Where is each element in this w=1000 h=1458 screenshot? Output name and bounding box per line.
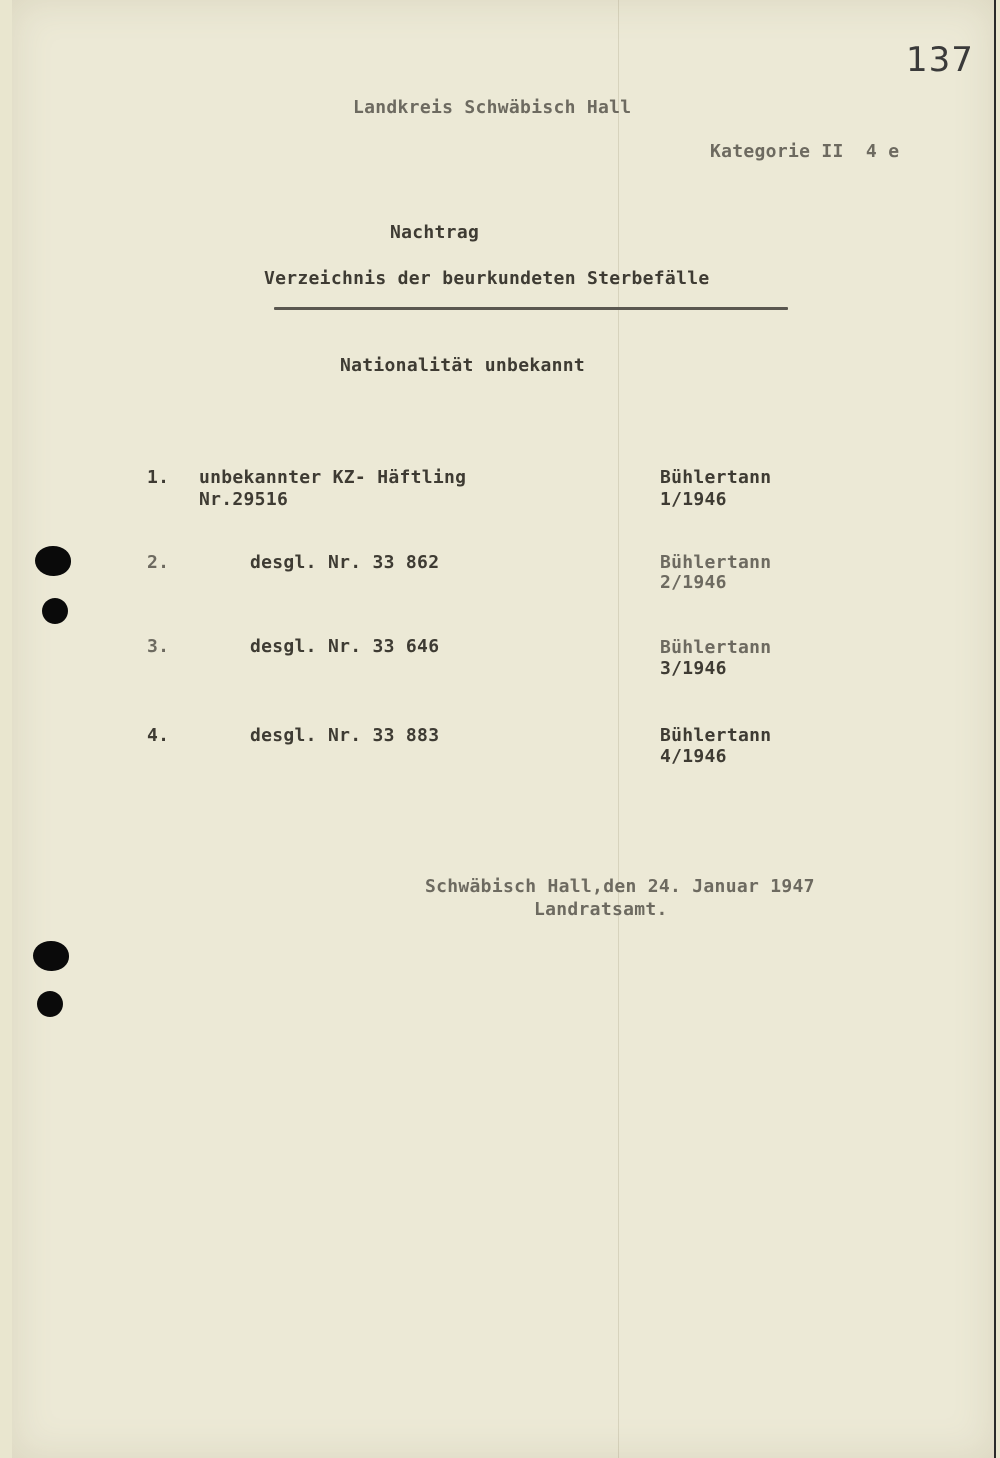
entry-place: Bühlertann — [660, 552, 772, 573]
entry-register-number: 3/1946 — [660, 658, 727, 679]
document-heading: Verzeichnis der beurkundeten Sterbefälle — [264, 268, 710, 289]
entry-register-number: 4/1946 — [660, 746, 727, 767]
footer-office: Landratsamt. — [534, 899, 668, 920]
entry-place: Bühlertann — [660, 467, 772, 488]
entry-description: unbekannter KZ- Häftling — [199, 467, 467, 488]
entry-description: desgl. Nr. 33 646 — [250, 636, 440, 657]
entry-number: 3. — [147, 636, 170, 657]
entry-register-number: 1/1946 — [660, 489, 727, 510]
heading-underline — [274, 307, 788, 310]
entry-register-number: 2/1946 — [660, 572, 727, 593]
punch-hole-icon — [35, 546, 71, 576]
entry-description-line2: Nr.29516 — [199, 489, 289, 510]
document-page — [12, 0, 996, 1458]
punch-hole-icon — [42, 598, 68, 624]
footer-place-date: Schwäbisch Hall,den 24. Januar 1947 — [425, 876, 815, 897]
entry-number: 2. — [147, 552, 170, 573]
punch-hole-icon — [37, 991, 63, 1017]
entry-number: 1. — [147, 467, 170, 488]
district-header: Landkreis Schwäbisch Hall — [353, 97, 632, 118]
supplement-title: Nachtrag — [390, 222, 480, 243]
section-heading: Nationalität unbekannt — [340, 355, 586, 376]
entry-place: Bühlertann — [660, 725, 772, 746]
entry-description: desgl. Nr. 33 862 — [250, 552, 440, 573]
page-number: 137 — [906, 40, 974, 80]
entry-place: Bühlertann — [660, 637, 772, 658]
punch-hole-icon — [33, 941, 69, 971]
entry-number: 4. — [147, 725, 170, 746]
entry-description: desgl. Nr. 33 883 — [250, 725, 440, 746]
category-label: Kategorie II 4 e — [710, 141, 900, 162]
fold-line — [618, 0, 619, 1458]
